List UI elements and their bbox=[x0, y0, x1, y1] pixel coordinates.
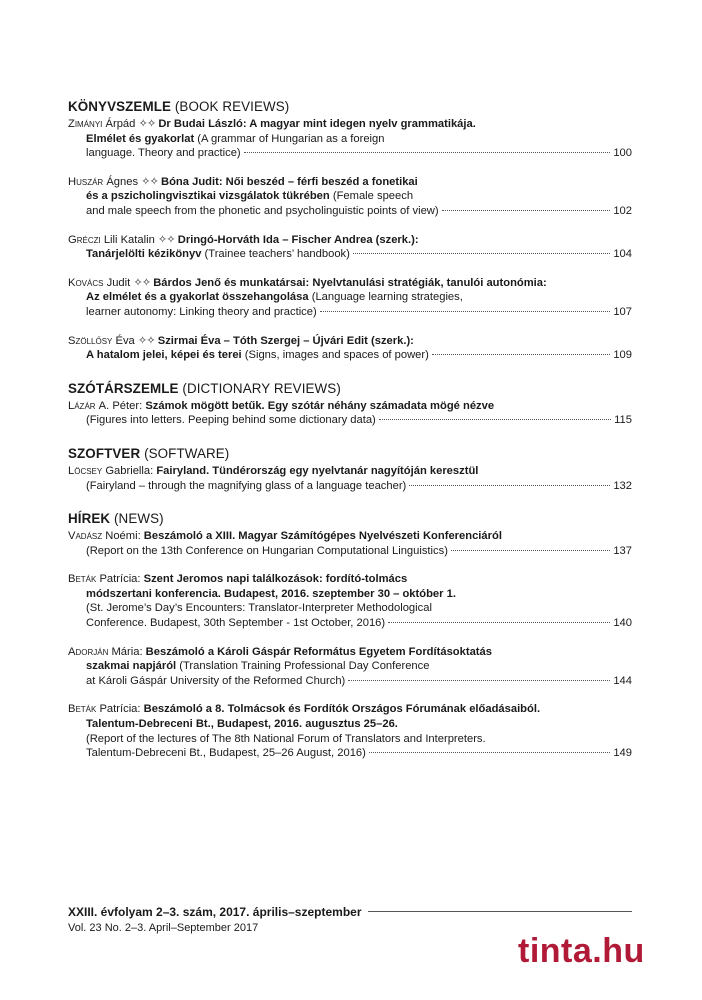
section-heading bbox=[68, 510, 632, 527]
entry-first-line: Beták Patrícia: Szent Jeromos napi találkozások: fordító-tolmács bbox=[68, 573, 408, 586]
separator-glyph: ✧✧ bbox=[138, 118, 156, 130]
entry-last-line bbox=[68, 204, 632, 219]
entry-title-line bbox=[68, 659, 632, 674]
separator-glyph: ✧✧ bbox=[141, 175, 158, 188]
entry-title-en: (A grammar of Hungarian as a foreign bbox=[194, 132, 385, 145]
entry-title-en: (Report on the 13th Conference on Hungarian Computational Linguistics) bbox=[86, 544, 448, 557]
entry-last-text bbox=[86, 305, 317, 320]
dot-leader bbox=[379, 419, 611, 420]
page-number: 132 bbox=[613, 479, 632, 492]
entry-last-line bbox=[68, 479, 632, 494]
author-first-name: Gabriella bbox=[105, 464, 151, 477]
entry-last-line bbox=[68, 247, 632, 262]
toc-entry[interactable] bbox=[68, 645, 632, 689]
separator-glyph: ✧✧ bbox=[157, 233, 175, 246]
entry-last-text bbox=[86, 479, 406, 494]
author-last-name: Huszár bbox=[68, 175, 104, 188]
entry-first-line: Löcsey Gabriella: Fairyland. Tündérország egy nyelvtanár nagyítóján keresztül bbox=[68, 464, 479, 477]
entry-last-line bbox=[68, 305, 632, 320]
dot-leader bbox=[348, 680, 610, 681]
page-number: 107 bbox=[613, 305, 632, 318]
entry-first-line bbox=[68, 276, 632, 291]
entry-title-en: language. Theory and practice) bbox=[86, 147, 241, 160]
author-first-name: Ágnes bbox=[106, 175, 139, 188]
entry-title-line bbox=[68, 290, 632, 305]
author-first-name: Árpád bbox=[105, 118, 136, 130]
author-first-name: Patrícia bbox=[99, 573, 138, 586]
entry-last-line bbox=[68, 544, 632, 559]
page-number: 137 bbox=[613, 544, 632, 557]
toc-entry[interactable] bbox=[68, 702, 632, 760]
entry-last-text bbox=[86, 746, 366, 761]
toc-section bbox=[68, 510, 632, 761]
author-last-name: Beták bbox=[68, 573, 97, 586]
entry-author bbox=[68, 646, 139, 658]
entry-title: Bárdos Jenő és munkatársai: Nyelvtanulási stratégiák, tanulói autonómia: bbox=[153, 276, 547, 289]
entry-last-line bbox=[68, 746, 632, 761]
entry-title: és a pszicholingvisztikai vizsgálatok tükrében bbox=[86, 190, 330, 203]
entry-first-line: Lázár A. Péter: Számok mögött betűk. Egy szótár néhány számadata mögé nézve bbox=[68, 399, 495, 412]
entry-last-text bbox=[86, 348, 429, 363]
page-number: 144 bbox=[613, 674, 632, 687]
section-title: KÖNYVSZEMLE bbox=[68, 99, 172, 114]
author-last-name: Adorján bbox=[68, 645, 109, 658]
entry-author bbox=[68, 573, 137, 585]
entry-title: Szent Jeromos napi találkozások: fordító-tolmács bbox=[143, 573, 408, 586]
author-last-name: Vadász bbox=[68, 530, 103, 543]
entry-title-line bbox=[68, 189, 632, 204]
entry-title-en: and male speech from the phonetic and psycholinguistic points of view) bbox=[86, 204, 439, 217]
issue-footer bbox=[68, 905, 632, 934]
dot-leader bbox=[353, 253, 610, 254]
entry-first-line bbox=[68, 117, 632, 132]
toc-entry[interactable] bbox=[68, 399, 632, 428]
toc-entry[interactable] bbox=[68, 464, 632, 493]
author-last-name: Kovács bbox=[68, 276, 104, 289]
entry-title: Szirmai Éva – Tóth Szergej – Újvári Edit (szerk.): bbox=[157, 334, 414, 347]
entry-title-en: (Translation Training Professional Day Conference bbox=[176, 660, 430, 673]
entry-last-line bbox=[68, 348, 632, 363]
entry-title-en: Conference. Budapest, 30th September - 1st October, 2016) bbox=[86, 617, 386, 630]
entry-last-line bbox=[68, 146, 632, 161]
author-last-name: Beták bbox=[68, 703, 97, 716]
author-first-name: A. Péter bbox=[98, 399, 140, 412]
section-title: SZÓTÁRSZEMLE bbox=[68, 380, 179, 396]
section-title-en: (NEWS) bbox=[114, 511, 164, 527]
footer-hungarian bbox=[68, 905, 632, 919]
entry-first-line: Adorján Mária: Beszámoló a Károli Gáspár Református Egyetem Fordításoktatás bbox=[68, 645, 492, 658]
author-last-name: Gréczi bbox=[68, 233, 101, 246]
page-number: 102 bbox=[613, 204, 632, 217]
dot-leader bbox=[432, 354, 610, 355]
author-first-name: Patrícia bbox=[99, 703, 138, 716]
footer-rule bbox=[368, 911, 633, 912]
page-number: 100 bbox=[613, 147, 632, 160]
entry-title-line bbox=[68, 587, 632, 602]
entry-title: A hatalom jelei, képei és terei bbox=[86, 349, 242, 362]
toc-section bbox=[68, 98, 632, 363]
entry-first-line: Beták Patrícia: Beszámoló a 8. Tolmácsok és Fordítók Országos Fórumának előadásaiból. bbox=[68, 703, 541, 716]
dot-leader bbox=[244, 152, 611, 153]
entry-title-en: (Trainee teachers’ handbook) bbox=[204, 248, 350, 261]
entry-title: Dr Budai László: A magyar mint idegen nyelv grammatikája. bbox=[158, 118, 476, 130]
entry-last-line bbox=[68, 413, 632, 428]
entry-title: Bóna Judit: Női beszéd – férfi beszéd a fonetikai bbox=[161, 175, 418, 188]
page-number: 104 bbox=[613, 248, 632, 261]
entry-title: Dringó-Horváth Ida – Fischer Andrea (szerk.): bbox=[177, 233, 419, 246]
toc-entry[interactable] bbox=[68, 175, 632, 219]
entry-title: Tanárjelölti kézikönyv bbox=[86, 248, 202, 261]
entry-first-line bbox=[68, 175, 632, 190]
separator-glyph: ✧✧ bbox=[137, 334, 155, 347]
author-last-name: Zimányi bbox=[68, 118, 103, 130]
entry-last-text bbox=[86, 616, 385, 631]
entry-title: Beszámoló a Károli Gáspár Református Egyetem Fordításoktatás bbox=[145, 645, 492, 658]
entry-title: Fairyland. Tündérország egy nyelvtanár nagyítóján keresztül bbox=[156, 464, 479, 477]
entry-title: Talentum-Debreceni Bt., Budapest, 2016. augusztus 25–26. bbox=[86, 718, 398, 731]
entry-first-line bbox=[68, 233, 632, 248]
entry-title: Az elmélet és a gyakorlat összehangolása bbox=[86, 291, 309, 304]
entry-title-en: Talentum-Debreceni Bt., Budapest, 25–26 August, 2016) bbox=[86, 747, 366, 760]
entry-last-line bbox=[68, 616, 632, 631]
entry-title-en: (Female speech bbox=[329, 190, 414, 203]
author-last-name: Szöllősy bbox=[68, 334, 113, 347]
dot-leader bbox=[369, 752, 610, 753]
dot-leader bbox=[388, 622, 610, 623]
entry-author bbox=[68, 176, 138, 188]
entry-last-text bbox=[86, 146, 241, 161]
entry-title: Számok mögött betűk. Egy szótár néhány számadata mögé nézve bbox=[145, 399, 495, 412]
author-first-name: Lili Katalin bbox=[103, 233, 155, 246]
toc-section bbox=[68, 380, 632, 428]
entry-title: Beszámoló a XIII. Magyar Számítógépes Nyelvészeti Konferenciáról bbox=[143, 530, 502, 543]
toc-entry[interactable] bbox=[68, 572, 632, 630]
section-heading bbox=[68, 445, 632, 462]
entry-author bbox=[68, 335, 135, 347]
entry-last-text bbox=[86, 674, 345, 689]
section-title: SZOFTVER bbox=[68, 445, 141, 461]
author-first-name: Éva bbox=[115, 334, 135, 347]
entry-title: Elmélet és gyakorlat bbox=[86, 132, 195, 145]
section-title-en: (DICTIONARY REVIEWS) bbox=[182, 380, 341, 396]
entry-title-en: learner autonomy: Linking theory and practice) bbox=[86, 305, 317, 318]
dot-leader bbox=[409, 485, 610, 486]
entry-author bbox=[68, 234, 155, 246]
toc-entry[interactable] bbox=[68, 117, 632, 161]
toc-entry[interactable] bbox=[68, 334, 632, 363]
tinta-logo[interactable]: tinta.hu bbox=[518, 932, 645, 970]
author-first-name: Noémi bbox=[105, 530, 138, 543]
section-heading bbox=[68, 98, 632, 115]
entry-author bbox=[68, 277, 130, 289]
entry-title: szakmai napjáról bbox=[86, 660, 177, 673]
page-number: 149 bbox=[613, 747, 632, 760]
entry-first-line: Vadász Noémi: Beszámoló a XIII. Magyar Számítógépes Nyelvészeti Konferenciáról bbox=[68, 530, 502, 543]
entry-title-en: at Károli Gáspár University of the Reformed Church) bbox=[86, 674, 346, 687]
entry-last-line bbox=[68, 674, 632, 689]
entry-author bbox=[68, 530, 138, 542]
entry-first-line bbox=[68, 334, 632, 349]
table-of-contents bbox=[68, 98, 632, 778]
entry-last-text bbox=[86, 247, 350, 262]
entry-author bbox=[68, 400, 139, 412]
dot-leader bbox=[442, 210, 611, 211]
footer-issue-en: Vol. 23 No. 2–3. April–September 2017 bbox=[68, 922, 259, 934]
entry-author bbox=[68, 465, 150, 477]
toc-section bbox=[68, 445, 632, 493]
toc-entry[interactable] bbox=[68, 233, 632, 262]
entry-last-text bbox=[86, 413, 376, 428]
entry-title-en: (Signs, images and spaces of power) bbox=[244, 349, 429, 362]
dot-leader bbox=[320, 311, 611, 312]
entry-last-text bbox=[86, 544, 448, 559]
author-last-name: Lázár bbox=[68, 399, 96, 412]
toc-entry[interactable] bbox=[68, 529, 632, 558]
entry-title-en: (Language learning strategies, bbox=[308, 291, 463, 304]
author-first-name: Judit bbox=[106, 276, 131, 289]
footer-issue-hu: XXIII. évfolyam 2–3. szám, 2017. április–szeptember bbox=[68, 905, 362, 919]
entry-last-text bbox=[86, 204, 439, 219]
section-heading bbox=[68, 380, 632, 397]
entry-title-en: (Figures into letters. Peeping behind some dictionary data) bbox=[86, 414, 376, 427]
page-number: 140 bbox=[613, 617, 632, 630]
entry-title-en: (Fairyland – through the magnifying glass of a language teacher) bbox=[86, 479, 407, 492]
toc-entry[interactable] bbox=[68, 276, 632, 320]
entry-title: Beszámoló a 8. Tolmácsok és Fordítók Országos Fórumának előadásaiból. bbox=[143, 703, 541, 716]
section-title-en: (BOOK REVIEWS) bbox=[174, 99, 290, 114]
entry-title-en-line: (Report of the lectures of The 8th National Forum of Translators and Interpreters. bbox=[86, 732, 486, 745]
entry-title: módszertani konferencia. Budapest, 2016. szeptember 30 – október 1. bbox=[86, 587, 456, 600]
page-number: 109 bbox=[613, 349, 632, 362]
page-number: 115 bbox=[614, 414, 632, 427]
section-title: HÍREK bbox=[68, 511, 111, 527]
dot-leader bbox=[451, 550, 610, 551]
entry-author bbox=[68, 118, 135, 130]
entry-author bbox=[68, 703, 137, 715]
entry-title-line bbox=[68, 132, 632, 147]
entry-title-line bbox=[68, 717, 632, 732]
author-last-name: Löcsey bbox=[68, 464, 103, 477]
separator-glyph: ✧✧ bbox=[133, 276, 151, 289]
section-title-en: (SOFTWARE) bbox=[144, 445, 230, 461]
author-first-name: Mária bbox=[111, 645, 140, 658]
entry-title-en-line: (St. Jerome’s Day’s Encounters: Translator-Interpreter Methodological bbox=[86, 602, 432, 615]
